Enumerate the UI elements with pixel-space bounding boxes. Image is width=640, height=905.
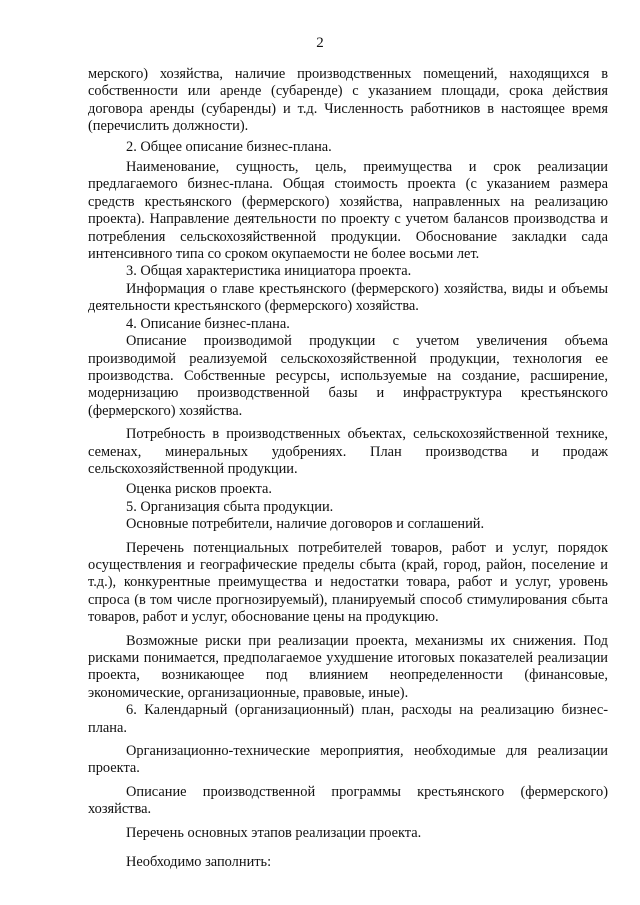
- paragraph-continuation: мерского) хозяйства, наличие производственных помещений, находящихся в собственности или аренде (субаренде) с указанием площади, срока действия договора аренды (субаренды) и т.д. Численность работников в настоящее время (перечислить должности).: [88, 66, 608, 135]
- paragraph: Возможные риски при реализации проекта, механизмы их снижения. Под рисками понимается, предполагаемое ухудшение итоговых показателей реализации проекта, возникающее под влиянием неопределенности (финансовые, экономические, организационные, правовые, иные).: [88, 632, 608, 701]
- section-heading-5: 5. Организация сбыта продукции.: [126, 498, 334, 515]
- paragraph: Потребность в производственных объектах, сельскохозяйственной технике, семенах, минеральных удобрениях. План производства и продаж сельскохозяйственной продукции.: [88, 426, 608, 477]
- paragraph: Организационно-технические мероприятия, необходимые для реализации проекта.: [88, 743, 608, 777]
- document-body: [88, 66, 608, 871]
- paragraph: Основные потребители, наличие договоров и соглашений.: [126, 516, 485, 533]
- section-heading-2: 2. Общее описание бизнес-плана.: [126, 138, 332, 155]
- paragraph: Оценка рисков проекта.: [126, 481, 272, 498]
- paragraph: Описание производственной программы крестьянского (фермерского) хозяйства.: [88, 783, 608, 818]
- section-heading-3: 3. Общая характеристика инициатора проекта.: [126, 263, 412, 280]
- section-heading-4: 4. Описание бизнес-плана.: [126, 315, 290, 332]
- paragraph: Перечень основных этапов реализации проекта.: [126, 824, 422, 841]
- paragraph: Перечень потенциальных потребителей товаров, работ и услуг, порядок осуществления и географические пределы сбыта (край, город, район, поселение и т.д.), конкурентные преимущества и недостатки товара, работ и услуг, уровень спроса (в том числе прогнозируемый), планируемый способ стимулирования сбыта товаров, работ и услуг, обоснование цены на продукцию.: [88, 539, 608, 626]
- paragraph: Описание производимой продукции с учетом увеличения объема производимой реализуемой сельскохозяйственной продукции, технология ее производства. Собственные ресурсы, используемые на создание, расширение, модернизацию производственной базы и инфраструктура крестьянского (фермерского) хозяйства.: [88, 333, 608, 419]
- paragraph: Информация о главе крестьянского (фермерского) хозяйства, виды и объемы деятельности крестьянского (фермерского) хозяйства.: [88, 280, 608, 315]
- page-number: 2: [316, 35, 324, 51]
- paragraph: Необходимо заполнить:: [126, 854, 272, 871]
- section-heading-6: 6. Календарный (организационный) план, расходы на реализацию бизнес-плана.: [88, 702, 608, 736]
- paragraph: Наименование, сущность, цель, преимущества и срок реализации предлагаемого бизнес-плана. Общая стоимость проекта (с указанием размера средств крестьянского (фермерского) хозяйства, направленных на реализацию проекта). Направление деятельности по проекту с учетом балансов производства и потребления сельскохозяйственной продукции. Обоснование закладки сада интенсивного типа со сроком окупаемости не более восьми лет.: [88, 159, 608, 263]
